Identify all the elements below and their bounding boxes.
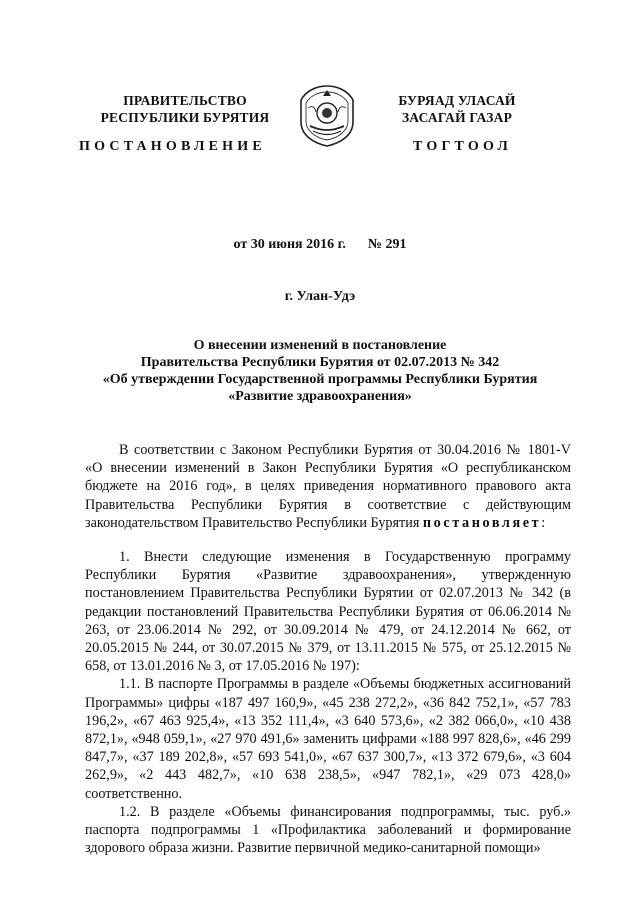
doc-type-buryat: ТОГТООЛ [413,139,513,154]
doc-type-russian: ПОСТАНОВЛЕНИЕ [79,139,266,154]
header-left-line2: РЕСПУБЛИКИ БУРЯТИЯ [100,110,270,125]
preamble-paragraph [85,441,571,532]
header-right-line2: ЗАСАГАЙ ГАЗАР [401,110,513,125]
preamble-text: В соответствии с Законом Республики Бурятия от 30.04.2016 № 1801-V «О внесении изменений в Закон Республики Бурятия «О республиканском бюджете на 2016 год», в целях приведения нормативного правового акта Правительства Республики Бурятия в соответствие с действующим законодательством Правительство Республики Бурятия [85,442,571,531]
paragraph-1-2: 1.2. В разделе «Объемы финансирования подпрограммы, тыс. руб.» паспорта подпрограммы 1 «Профилактика заболеваний и формирование здорового образа жизни. Развитие первичной медико-санитарной помощи» [85,803,571,857]
header-right-line1: БУРЯАД УЛАСАЙ [398,93,516,108]
title-line3: «Об утверждении Государственной программы Республики Бурятия [102,372,538,387]
government-name-russian [95,92,275,126]
paragraph-1: 1. Внести следующие изменения в Государственную программу Республики Бурятия «Развитие здравоохранения», утвержденную постановлением Правительства Республики Бурятии от 02.07.2013 № 342 (в редакции постановлений Правительства Республики Бурятия от 06.06.2014 № 263, от 23.06.2014 № 292, от 30.09.2014 № 479, от 24.12.2014 № 662, от 20.05.2015 № 244, от 30.07.2015 № 379, от 13.11.2015 № 575, от 25.12.2015 № 658, от 13.01.2016 № 3, от 17.05.2016 № 197): [85,549,571,675]
title-line2: Правительства Республики Бурятия от 02.07.2013 № 342 [140,355,500,370]
document-title [60,337,580,405]
government-name-buryat [382,92,532,126]
preamble-end: : [541,514,546,531]
document-body [85,441,571,857]
header-left-line1: ПРАВИТЕЛЬСТВО [123,93,247,108]
city: г. Улан-Удэ [284,289,356,304]
document-number: № 291 [367,237,407,252]
title-line1: О внесении изменений в постановление [193,338,447,353]
document-date: от 30 июня 2016 г. [233,237,346,252]
resolves-word: постановляет [422,514,542,531]
paragraph-1-1: 1.1. В паспорте Программы в разделе «Объемы бюджетных ассигнований Программы» цифры «187 497 160,9», «45 238 272,2», «36 842 752,1», «57 783 196,2», «67 463 925,4», «13 352 111,4», «3 640 573,6», «2 382 066,0», «10 438 872,1», «948 059,1», «27 970 491,6» заменить цифрами «188 997 828,6», «46 299 847,7», «37 189 202,8», «57 693 541,0», «67 637 300,7», «13 372 679,6», «3 604 262,9», «2 443 482,7», «10 638 238,5», «947 782,1», «29 073 428,0» соответственно. [85,676,571,802]
date-number-line [0,237,640,253]
coat-of-arms-icon [296,82,358,148]
title-line4: «Развитие здравоохранения» [228,389,412,404]
